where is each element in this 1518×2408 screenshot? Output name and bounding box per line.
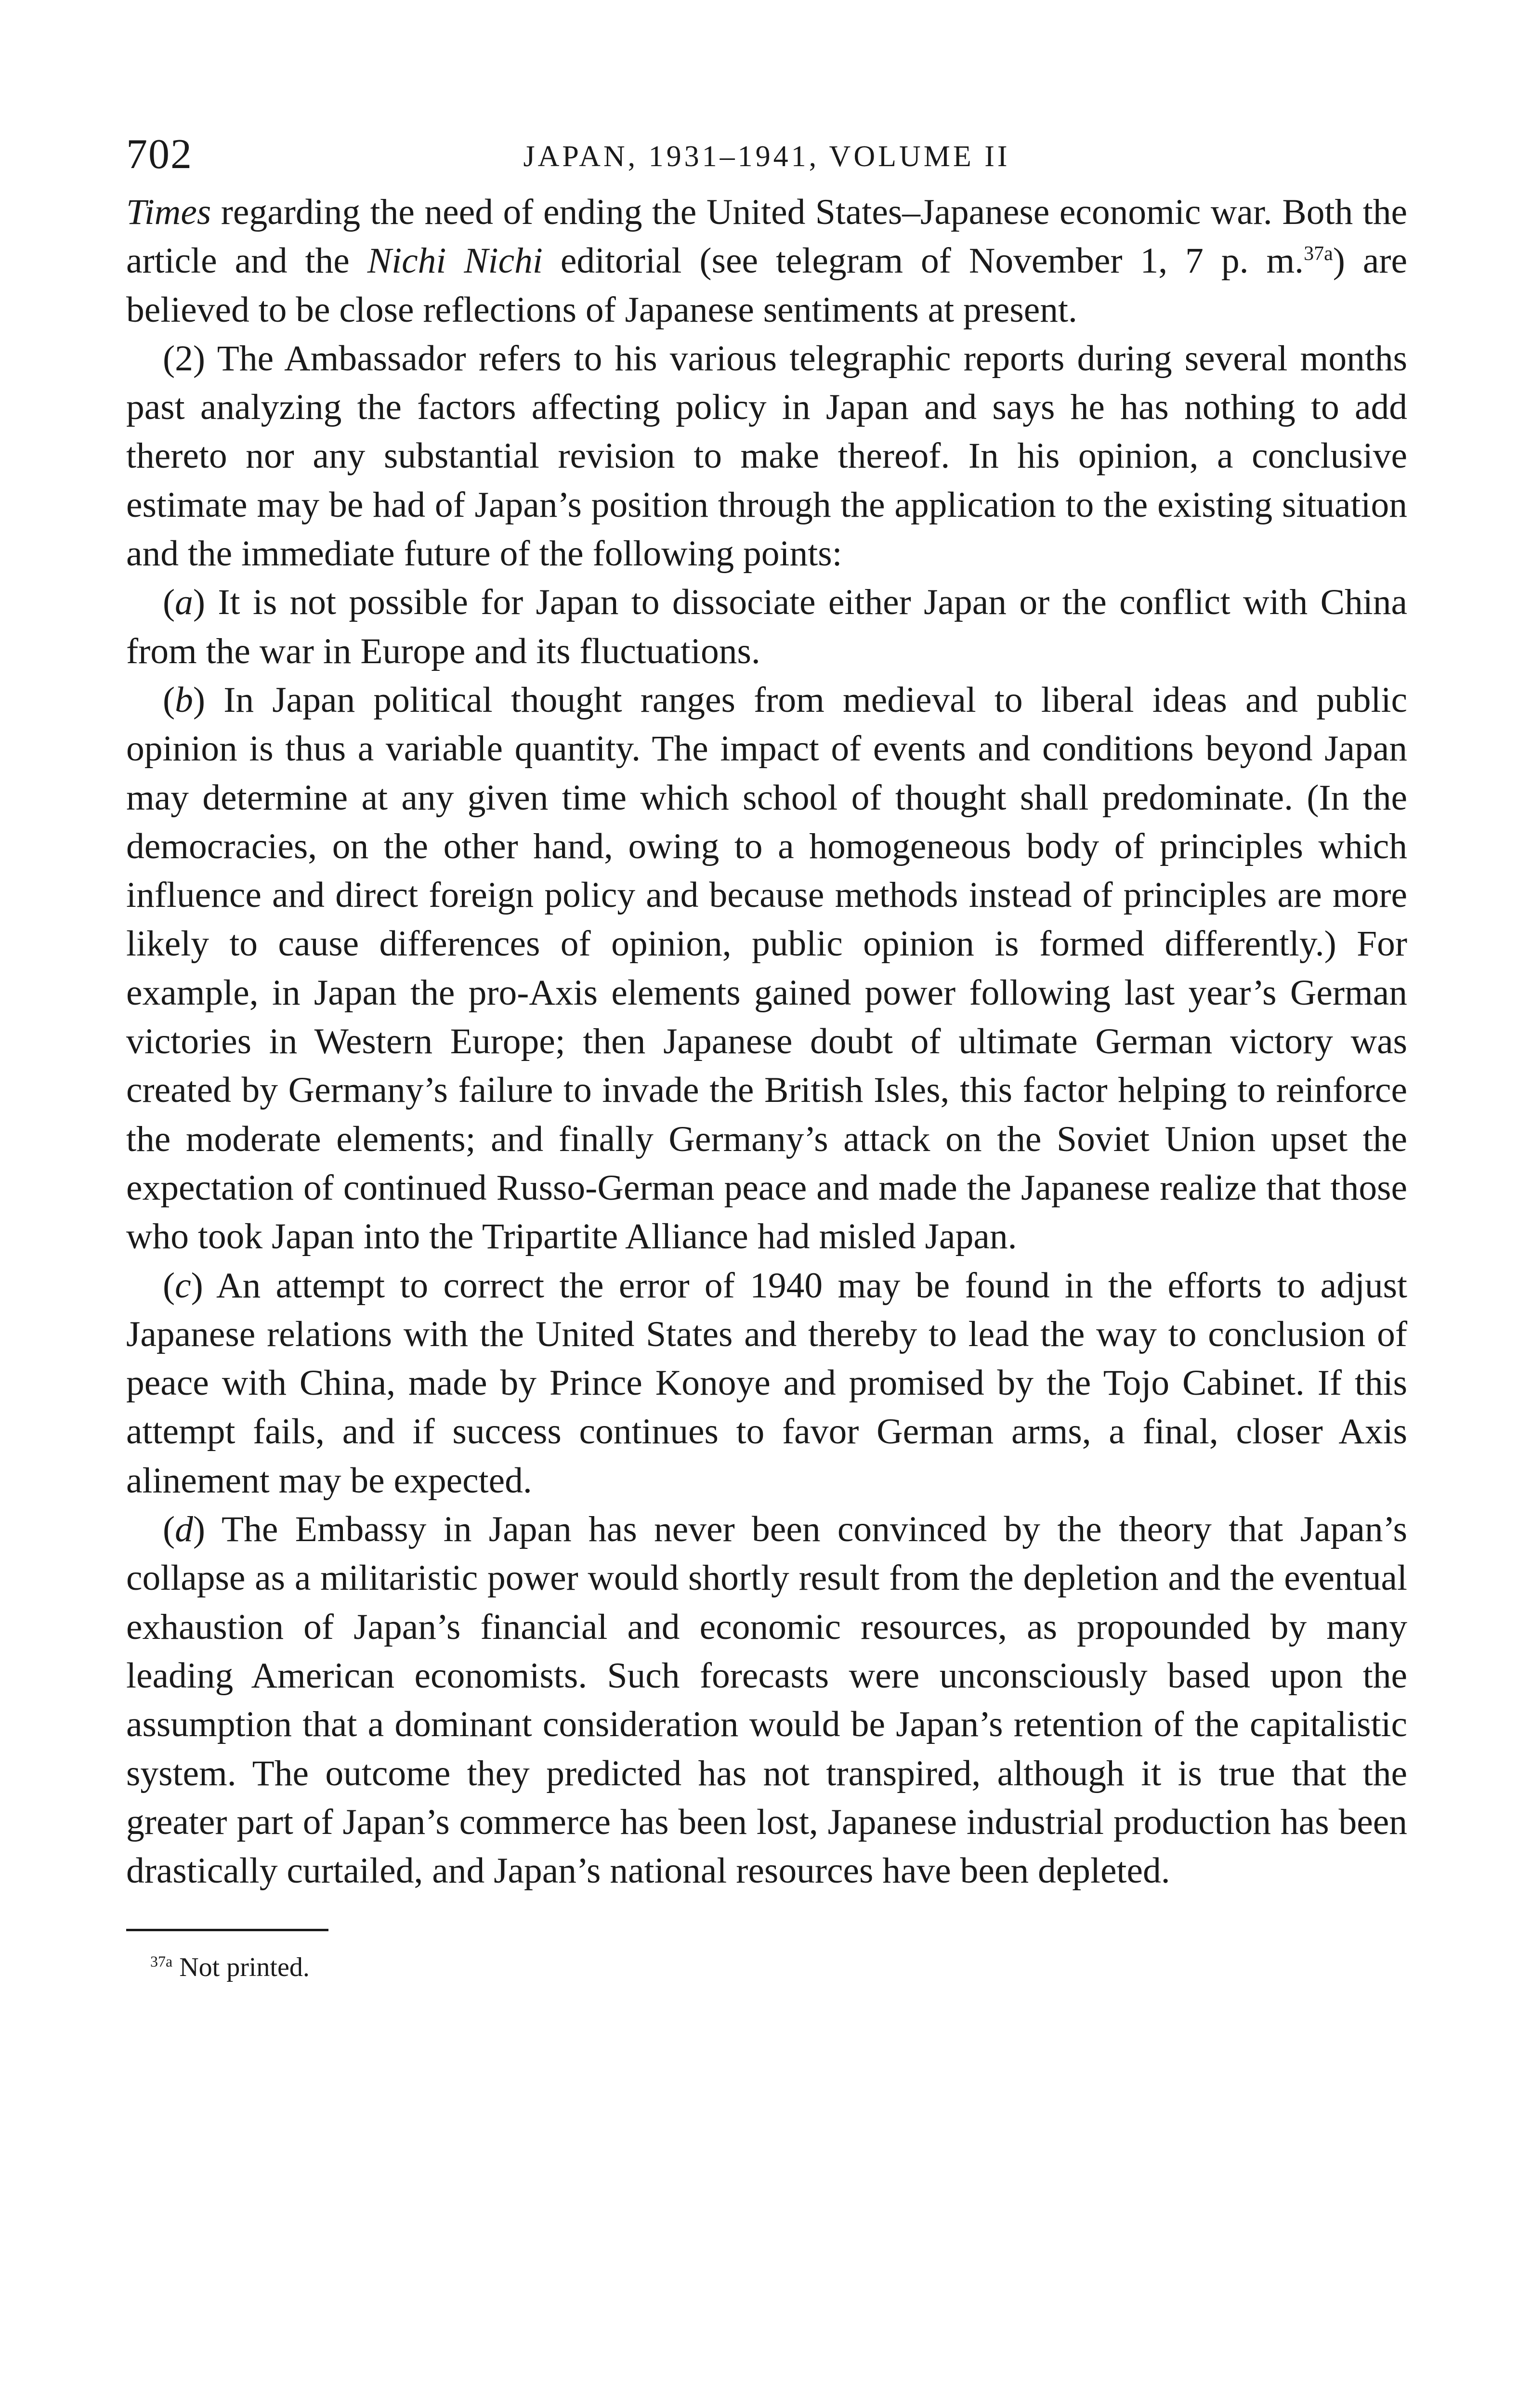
footnote-mark: 37a [150, 1952, 173, 1970]
newspaper-name-times: Times [126, 192, 211, 232]
paragraph-point-b: (b) In Japan political thought ranges from medieval to liberal ideas and public opinion is thus a variable quantity. The impact of events and conditions beyond Japan may determine at any given time which school of thought shall predominate. (In the democracies, on the other hand, owing to a homogeneous body of principles which influence and direct foreign policy and because methods instead of principles are more likely to cause differences of opinion, public opinion is formed differently.) For example, in Japan the pro-Axis elements gained power following last year’s German victories in Western Europe; then Japanese doubt of ultimate German victory was created by Germany’s failure to invade the British Isles, this factor helping to reinforce the moderate elements; and finally Germany’s attack on the Soviet Union upset the expectation of continued Russo-German peace and made the Japanese realize that those who took Japan into the Tripartite Alliance had misled Japan. [126, 680, 1407, 1257]
footnote [126, 1950, 1407, 1984]
point-letter-d: d [175, 1509, 193, 1550]
point-letter-c: c [175, 1265, 191, 1306]
point-letter-b: b [175, 680, 193, 720]
point-letter-a: a [175, 582, 193, 623]
footnote-text: Not printed. [172, 1952, 310, 1983]
paragraph-2: (2) The Ambassador refers to his various telegraphic reports during several months past analyzing the factors affecting policy in Japan and says he has nothing to add thereto nor any substantial revision to make thereof. In his opinion, a conclusive estimate may be had of Japan’s position through the application to the existing situation and the immediate future of the following points: [126, 338, 1407, 574]
footnote-divider [126, 1929, 328, 1931]
document-page [126, 120, 1407, 1984]
paragraph-point-a: (a) It is not possible for Japan to dissociate either Japan or the conflict with China from the war in Europe and its fluctuations. [126, 582, 1407, 671]
paragraph-point-d: (d) The Embassy in Japan has never been convinced by the theory that Japan’s collapse as a militaristic power would shortly result from the depletion and the eventual exhaustion of Japan’s financial and economic resources, as propounded by many leading American economists. Such forecasts were unconsciously based upon the assumption that a dominant consideration would be Japan’s retention of the capitalistic system. The outcome they predicted has not transpired, although it is true that the greater part of Japan’s commerce has been lost, Japanese industrial production has been drastically curtailed, and Japan’s national resources have been depleted. [126, 1509, 1407, 1891]
running-title: JAPAN, 1931–1941, VOLUME II [523, 140, 1010, 173]
page-number: 702 [126, 131, 193, 178]
paragraph-continuation: Times regarding the need of ending the United States–Japanese economic war. Both the article and the Nichi Nichi editorial (see telegram of November 1, 7 p. m.$^{37a}$) are believed to be close reflections of Japanese sentiments at present. [126, 192, 1407, 330]
paragraph-point-c: (c) An attempt to correct the error of 1940 may be found in the efforts to adjust Japanese relations with the United States and thereby to lead the way to conclusion of peace with China, made by Prince Konoye and promised by the Tojo Cabinet. If this attempt fails, and if success continues to favor German arms, a final, closer Axis alinement may be expected. [126, 1265, 1407, 1501]
running-head [126, 120, 1407, 188]
newspaper-name-nichi-nichi: Nichi Nichi [367, 241, 543, 281]
body-text [126, 188, 1407, 1895]
footnote-reference: 37a [1304, 243, 1333, 265]
